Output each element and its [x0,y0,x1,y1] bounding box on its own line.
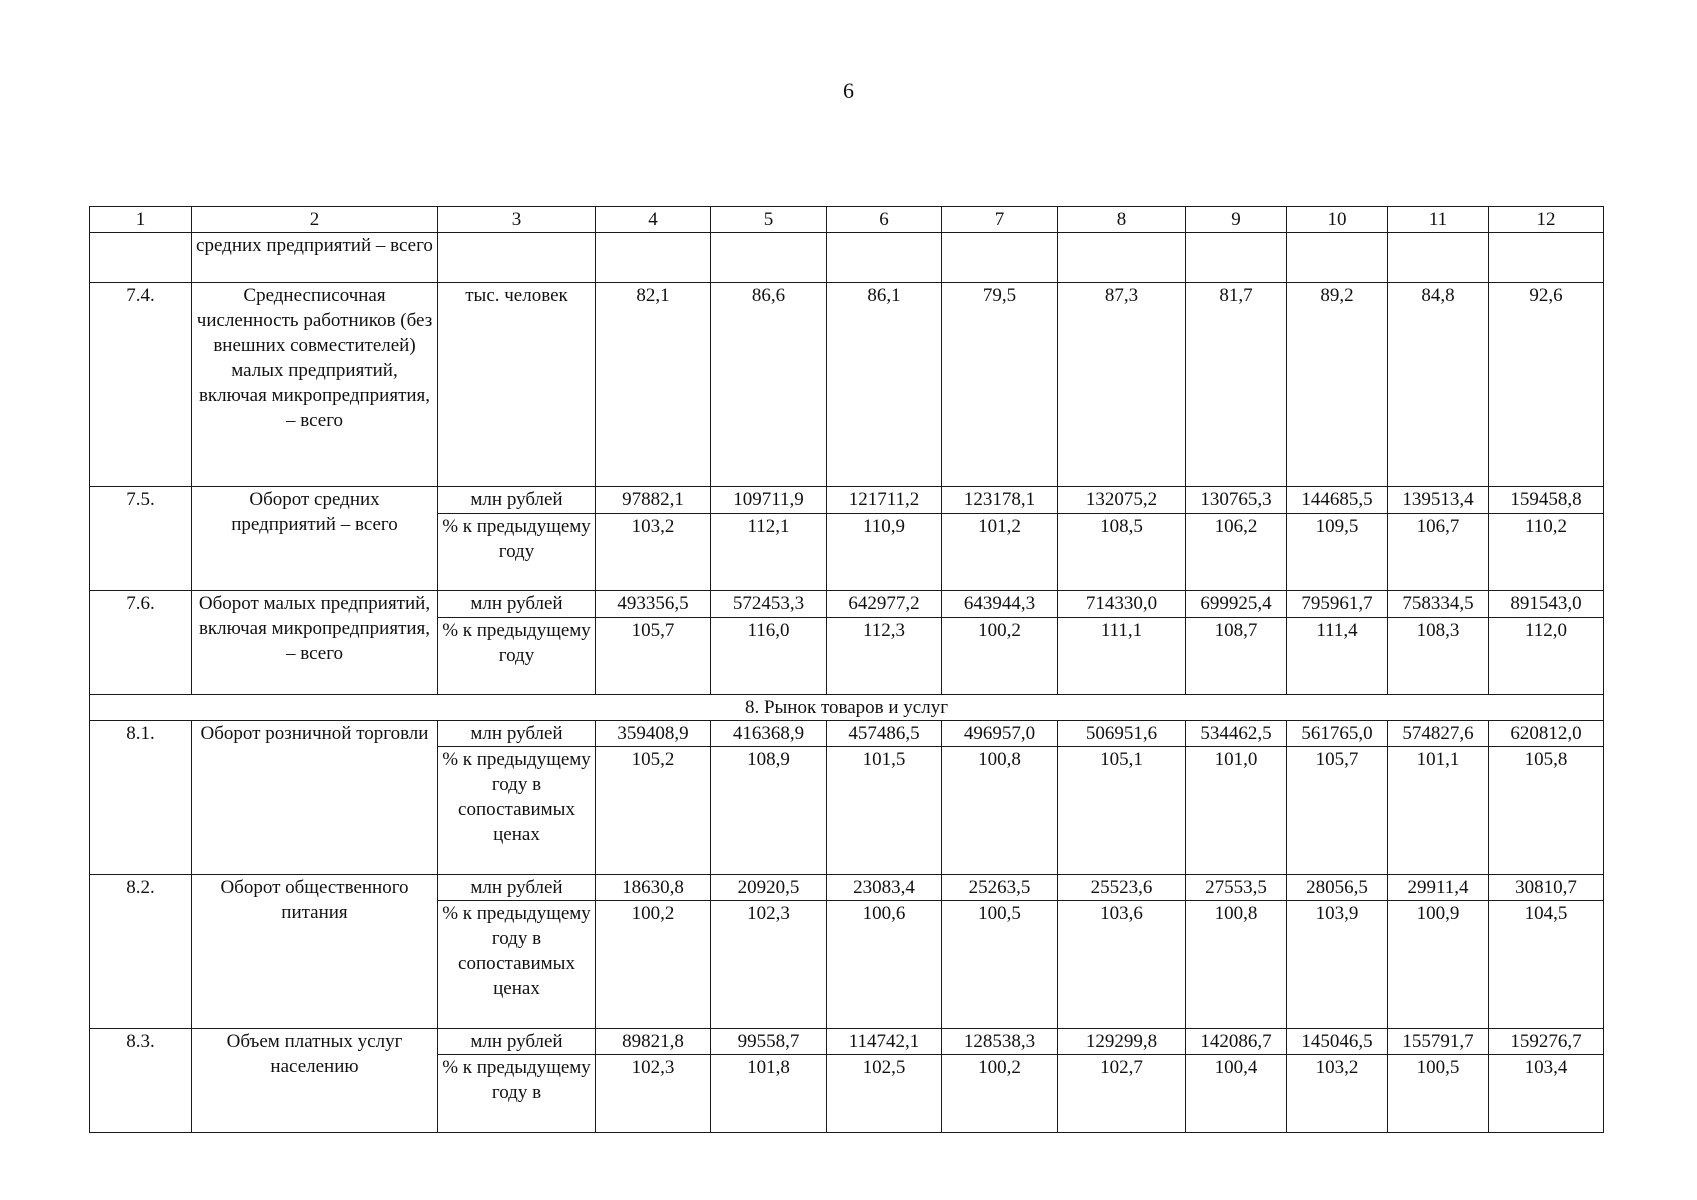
table-row-7-4 [90,283,1604,487]
value-cell: 101,5 [827,747,942,875]
value-cell: 86,1 [827,283,942,487]
value-cell: 101,2 [942,514,1058,591]
value-cell: 109711,9 [711,487,827,514]
value-cell: 561765,0 [1287,721,1388,747]
value-cell: 23083,4 [827,875,942,901]
value-cell: 112,1 [711,514,827,591]
value-cell: 100,6 [827,901,942,1029]
table-row-8-1 [90,721,1604,747]
unit-cell: млн рублей [438,591,596,618]
value-cell: 534462,5 [1186,721,1287,747]
column-number: 7 [942,207,1058,233]
indicator-name: Среднесписочная численность работников (без внешних совместителей) малых предприятий, включая микропредприятия, – всего [192,283,438,487]
value-cell: 100,9 [1388,901,1489,1029]
value-cell [711,233,827,283]
value-cell: 130765,3 [1186,487,1287,514]
value-cell: 29911,4 [1388,875,1489,901]
value-cell: 79,5 [942,283,1058,487]
value-cell: 100,2 [596,901,711,1029]
value-cell: 574827,6 [1388,721,1489,747]
value-cell: 102,3 [711,901,827,1029]
value-cell: 506951,6 [1058,721,1186,747]
value-cell: 112,3 [827,618,942,695]
value-cell: 112,0 [1489,618,1604,695]
value-cell: 25263,5 [942,875,1058,901]
row-number: 8.1. [90,721,192,875]
table-row-continuation [90,233,1604,283]
unit-cell: млн рублей [438,487,596,514]
value-cell: 100,8 [942,747,1058,875]
value-cell: 99558,7 [711,1029,827,1055]
value-cell: 30810,7 [1489,875,1604,901]
value-cell: 86,6 [711,283,827,487]
value-cell: 25523,6 [1058,875,1186,901]
value-cell: 105,7 [596,618,711,695]
statistics-table [89,206,1604,1133]
value-cell: 416368,9 [711,721,827,747]
column-number-row [90,207,1604,233]
indicator-name: Оборот средних предприятий – всего [192,487,438,591]
value-cell [1489,233,1604,283]
column-number: 6 [827,207,942,233]
indicator-name: Объем платных услуг населению [192,1029,438,1133]
value-cell: 642977,2 [827,591,942,618]
value-cell: 139513,4 [1388,487,1489,514]
column-number: 9 [1186,207,1287,233]
value-cell: 102,7 [1058,1055,1186,1133]
column-number: 12 [1489,207,1604,233]
value-cell: 145046,5 [1287,1029,1388,1055]
value-cell: 144685,5 [1287,487,1388,514]
value-cell: 20920,5 [711,875,827,901]
value-cell: 108,7 [1186,618,1287,695]
value-cell: 28056,5 [1287,875,1388,901]
value-cell: 891543,0 [1489,591,1604,618]
value-cell: 155791,7 [1388,1029,1489,1055]
value-cell: 101,0 [1186,747,1287,875]
value-cell [1186,233,1287,283]
value-cell [1287,233,1388,283]
value-cell: 106,2 [1186,514,1287,591]
indicator-name: Оборот малых предприятий, включая микропредприятия, – всего [192,591,438,695]
row-number: 7.6. [90,591,192,695]
value-cell: 105,2 [596,747,711,875]
row-number: 7.5. [90,487,192,591]
value-cell: 100,4 [1186,1055,1287,1133]
value-cell: 84,8 [1388,283,1489,487]
value-cell: 101,8 [711,1055,827,1133]
unit-cell: млн рублей [438,1029,596,1055]
indicator-name: Оборот розничной торговли [192,721,438,875]
value-cell: 128538,3 [942,1029,1058,1055]
value-cell: 108,5 [1058,514,1186,591]
value-cell: 82,1 [596,283,711,487]
value-cell [827,233,942,283]
value-cell: 457486,5 [827,721,942,747]
value-cell: 114742,1 [827,1029,942,1055]
indicator-name: средних предприятий – всего [192,233,438,283]
value-cell: 359408,9 [596,721,711,747]
unit-cell: % к предыдущему году [438,514,596,591]
table-row-7-5 [90,487,1604,514]
value-cell: 795961,7 [1287,591,1388,618]
unit-cell: % к предыдущему году [438,618,596,695]
value-cell: 109,5 [1287,514,1388,591]
value-cell: 92,6 [1489,283,1604,487]
value-cell: 103,2 [1287,1055,1388,1133]
value-cell [596,233,711,283]
value-cell: 758334,5 [1388,591,1489,618]
value-cell: 111,1 [1058,618,1186,695]
value-cell: 132075,2 [1058,487,1186,514]
unit-cell [438,233,596,283]
column-number: 10 [1287,207,1388,233]
value-cell: 100,5 [942,901,1058,1029]
unit-cell: % к предыдущему году в сопоставимых ценах [438,901,596,1029]
unit-cell: млн рублей [438,875,596,901]
value-cell: 105,8 [1489,747,1604,875]
value-cell: 108,9 [711,747,827,875]
section-title: 8. Рынок товаров и услуг [90,695,1604,721]
unit-cell: % к предыдущему году в [438,1055,596,1133]
column-number: 8 [1058,207,1186,233]
value-cell: 103,2 [596,514,711,591]
value-cell: 103,4 [1489,1055,1604,1133]
value-cell: 100,2 [942,1055,1058,1133]
value-cell: 102,3 [596,1055,711,1133]
unit-cell: млн рублей [438,721,596,747]
value-cell: 101,1 [1388,747,1489,875]
value-cell: 105,7 [1287,747,1388,875]
indicator-name: Оборот общественного питания [192,875,438,1029]
column-number: 1 [90,207,192,233]
section-header-row [90,695,1604,721]
value-cell: 699925,4 [1186,591,1287,618]
value-cell: 18630,8 [596,875,711,901]
column-number: 11 [1388,207,1489,233]
value-cell: 111,4 [1287,618,1388,695]
column-number: 2 [192,207,438,233]
value-cell: 103,9 [1287,901,1388,1029]
value-cell: 87,3 [1058,283,1186,487]
row-number [90,233,192,283]
value-cell [942,233,1058,283]
value-cell: 643944,3 [942,591,1058,618]
value-cell: 100,2 [942,618,1058,695]
value-cell: 105,1 [1058,747,1186,875]
row-number: 8.3. [90,1029,192,1133]
value-cell [1388,233,1489,283]
column-number: 4 [596,207,711,233]
value-cell: 121711,2 [827,487,942,514]
value-cell: 110,9 [827,514,942,591]
value-cell: 81,7 [1186,283,1287,487]
value-cell: 493356,5 [596,591,711,618]
unit-cell: тыс. человек [438,283,596,487]
table-row-7-6 [90,591,1604,618]
value-cell: 159458,8 [1489,487,1604,514]
value-cell: 108,3 [1388,618,1489,695]
value-cell: 496957,0 [942,721,1058,747]
row-number: 7.4. [90,283,192,487]
value-cell [1058,233,1186,283]
value-cell: 142086,7 [1186,1029,1287,1055]
value-cell: 110,2 [1489,514,1604,591]
value-cell: 159276,7 [1489,1029,1604,1055]
value-cell: 620812,0 [1489,721,1604,747]
column-number: 3 [438,207,596,233]
value-cell: 100,8 [1186,901,1287,1029]
value-cell: 89,2 [1287,283,1388,487]
column-number: 5 [711,207,827,233]
value-cell: 97882,1 [596,487,711,514]
page-number: 6 [843,78,854,103]
unit-cell: % к предыдущему году в сопоставимых ценах [438,747,596,875]
table-row-8-3 [90,1029,1604,1055]
table-row-8-2 [90,875,1604,901]
value-cell: 100,5 [1388,1055,1489,1133]
value-cell: 89821,8 [596,1029,711,1055]
value-cell: 129299,8 [1058,1029,1186,1055]
value-cell: 103,6 [1058,901,1186,1029]
row-number: 8.2. [90,875,192,1029]
value-cell: 714330,0 [1058,591,1186,618]
value-cell: 106,7 [1388,514,1489,591]
value-cell: 104,5 [1489,901,1604,1029]
value-cell: 572453,3 [711,591,827,618]
value-cell: 102,5 [827,1055,942,1133]
value-cell: 123178,1 [942,487,1058,514]
value-cell: 27553,5 [1186,875,1287,901]
value-cell: 116,0 [711,618,827,695]
